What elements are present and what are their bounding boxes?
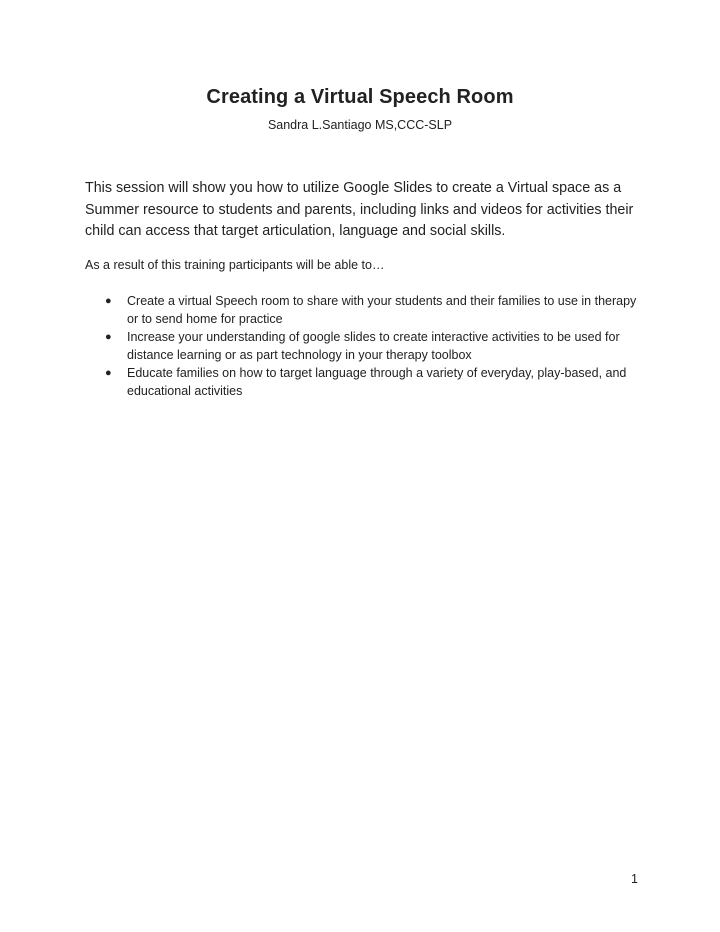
list-item-text: Educate families on how to target language through a variety of everyday, play-based, and educational activities (127, 366, 627, 398)
list-item (105, 292, 637, 328)
bullet-icon: ● (105, 331, 112, 343)
list-item-text: Increase your understanding of google slides to create interactive activities to be used for distance learning or as part technology in your therapy toolbox (127, 330, 620, 362)
author-line: Sandra L.Santiago MS,CCC-SLP (267, 118, 453, 132)
list-item (105, 364, 637, 400)
outcomes-lead-in: As a result of this training participants will be able to… (85, 258, 385, 272)
list-item-text: Create a virtual Speech room to share with your students and their families to use in therapy or to send home for practice (127, 294, 637, 326)
intro-paragraph: This session will show you how to utilize Google Slides to create a Virtual space as a Summer resource to students and parents, including links and videos for activities their child can access that target articulation, language and social skills. (85, 180, 634, 239)
list-item (105, 328, 637, 364)
bullet-icon: ● (105, 367, 112, 379)
bullet-icon: ● (105, 295, 112, 307)
document-title: Creating a Virtual Speech Room (206, 86, 514, 108)
page-number: 1 (631, 872, 638, 886)
learning-outcomes-list (105, 292, 637, 400)
